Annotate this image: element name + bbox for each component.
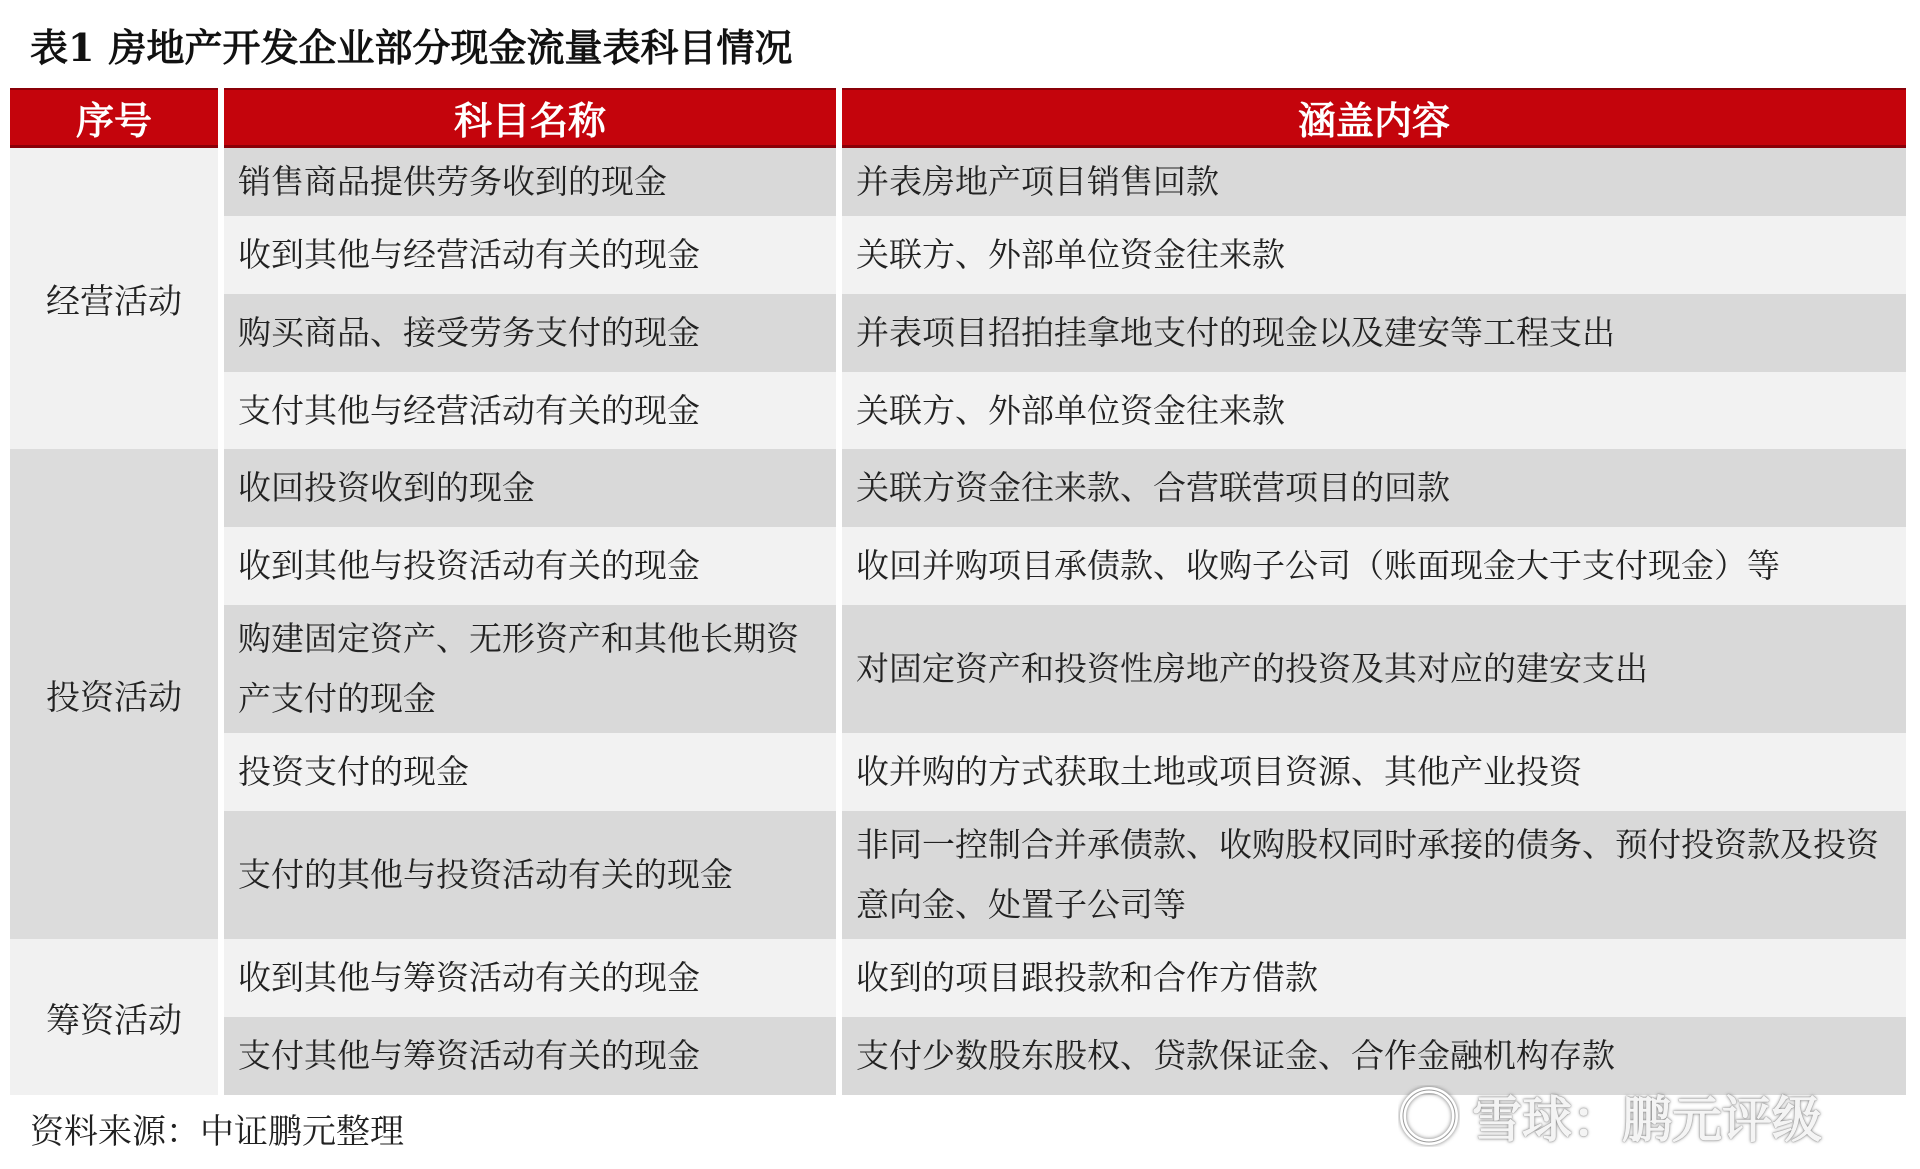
source-note: 资料来源：中证鹏元整理	[30, 1112, 404, 1152]
watermark	[1398, 1080, 1822, 1152]
table-row-content: 并表房地产项目销售回款	[842, 148, 1906, 216]
table-row-content: 关联方资金往来款、合营联营项目的回款	[842, 449, 1906, 527]
header-serial: 序号	[10, 88, 218, 148]
category-investing: 投资活动	[10, 449, 218, 939]
header-content: 涵盖内容	[842, 88, 1906, 148]
watermark-text: 雪球：鹏元评级	[1472, 1091, 1822, 1149]
table-row-content: 并表项目招拍挂拿地支付的现金以及建安等工程支出	[842, 294, 1906, 372]
table-row-item: 支付其他与筹资活动有关的现金	[224, 1017, 836, 1095]
table-row-content: 支付少数股东股权、贷款保证金、合作金融机构存款	[842, 1017, 1906, 1095]
table-row-item: 购买商品、接受劳务支付的现金	[224, 294, 836, 372]
table-title-text: 房地产开发企业部分现金流量表科目情况	[108, 26, 793, 70]
table-row-item: 收到其他与经营活动有关的现金	[224, 216, 836, 294]
table-row-content: 非同一控制合并承债款、收购股权同时承接的债务、预付投资款及投资意向金、处置子公司等	[842, 811, 1906, 939]
table-title	[30, 18, 792, 78]
table-row-item: 投资支付的现金	[224, 733, 836, 811]
table-row-content: 关联方、外部单位资金往来款	[842, 372, 1906, 449]
table-row-item: 收回投资收到的现金	[224, 449, 836, 527]
table-row-content: 收并购的方式获取土地或项目资源、其他产业投资	[842, 733, 1906, 811]
header-item-name: 科目名称	[224, 88, 836, 148]
category-operating: 经营活动	[10, 148, 218, 449]
table-row-item: 收到其他与投资活动有关的现金	[224, 527, 836, 605]
table-row-content: 收回并购项目承债款、收购子公司（账面现金大于支付现金）等	[842, 527, 1906, 605]
table-row-content: 关联方、外部单位资金往来款	[842, 216, 1906, 294]
table-row-item: 支付其他与经营活动有关的现金	[224, 372, 836, 449]
snowball-logo-icon	[1398, 1085, 1460, 1147]
table-row-item: 收到其他与筹资活动有关的现金	[224, 939, 836, 1017]
table-row-item: 支付的其他与投资活动有关的现金	[224, 811, 836, 939]
cash-flow-table	[10, 88, 1906, 1095]
table-row-content: 对固定资产和投资性房地产的投资及其对应的建安支出	[842, 605, 1906, 733]
table-row-item: 销售商品提供劳务收到的现金	[224, 148, 836, 216]
category-financing: 筹资活动	[10, 939, 218, 1095]
table-number: 表1	[30, 25, 95, 70]
table-row-content: 收到的项目跟投款和合作方借款	[842, 939, 1906, 1017]
table-row-item: 购建固定资产、无形资产和其他长期资产支付的现金	[224, 605, 836, 733]
